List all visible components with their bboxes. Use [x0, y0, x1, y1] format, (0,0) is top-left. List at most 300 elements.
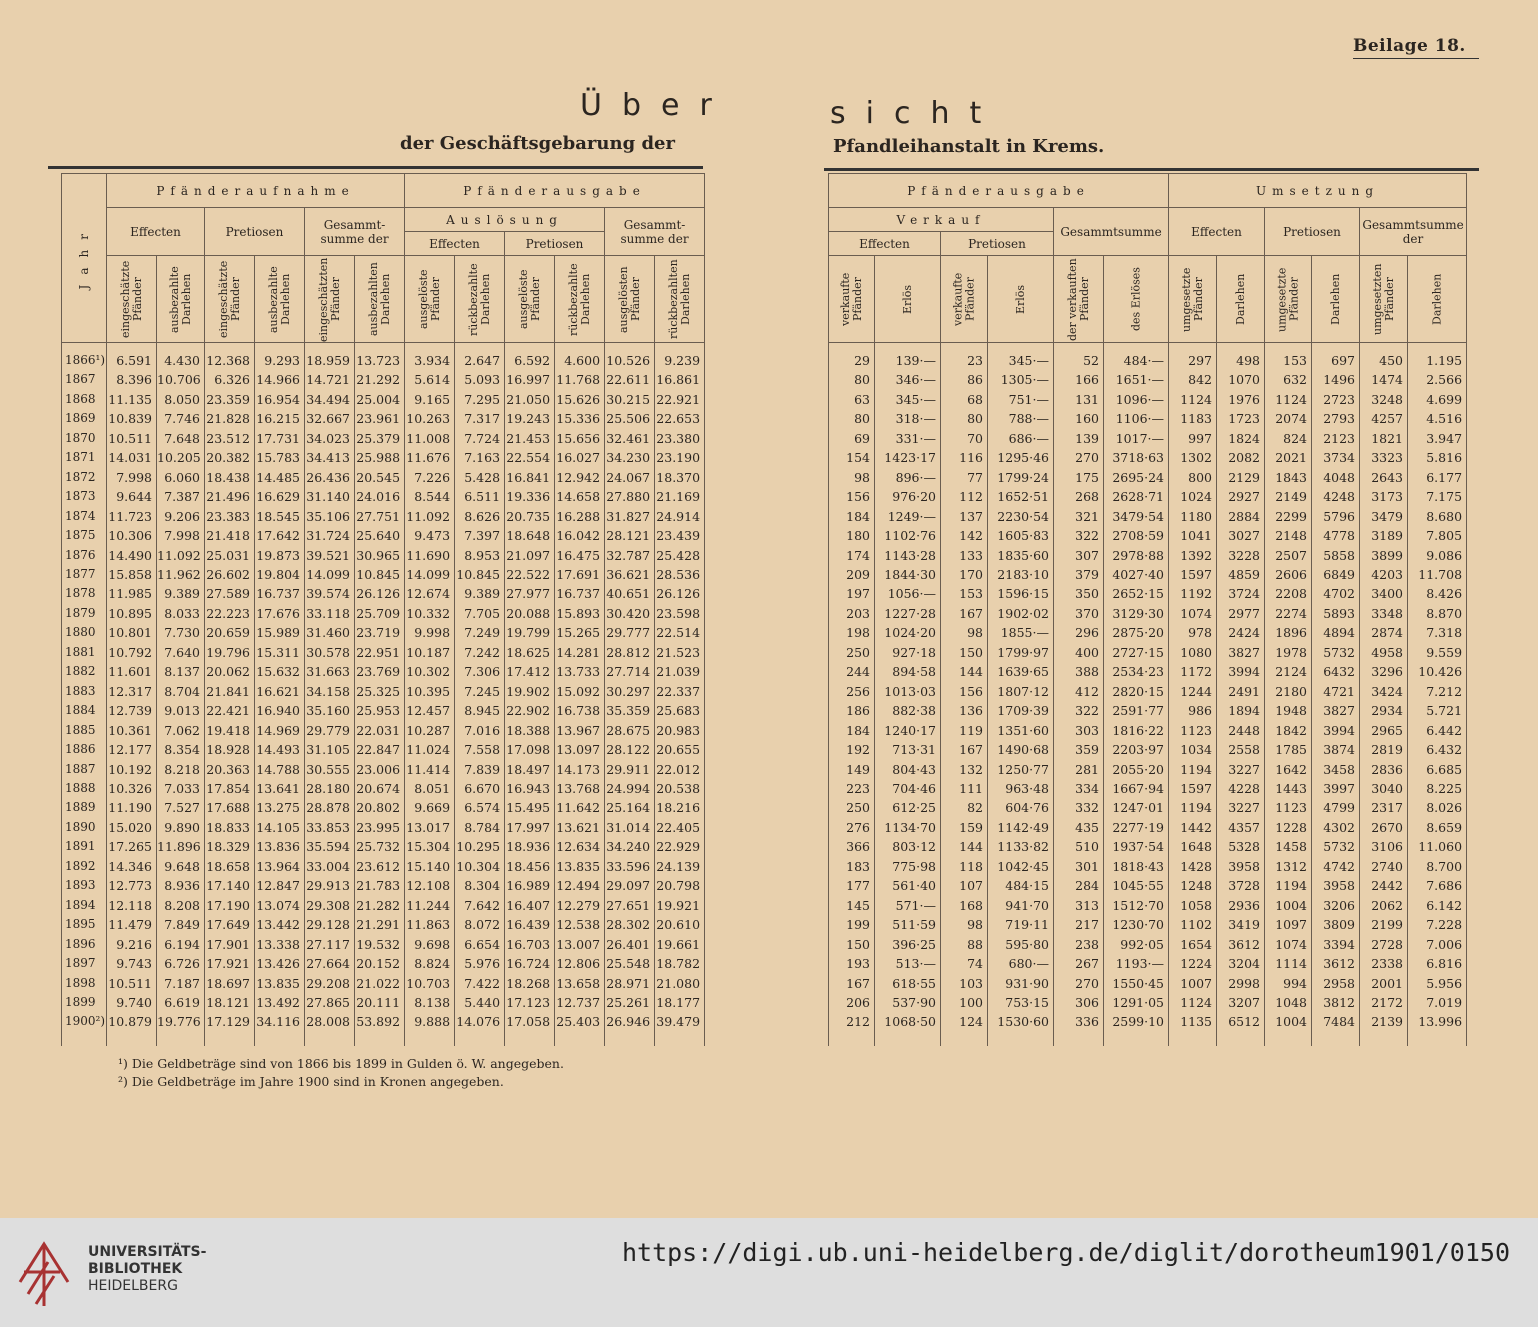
table-cell: 28.121 [605, 526, 655, 545]
table-cell: 11.863 [405, 915, 455, 934]
table-cell: 9.698 [405, 935, 455, 954]
table-cell: 3728 [1217, 876, 1265, 895]
year-cell: 1874 [62, 507, 107, 526]
table-cell: 3612 [1217, 935, 1265, 954]
gesammt-header: Gesammt-summe der [305, 208, 405, 256]
table-cell: 25.548 [605, 954, 655, 973]
table-cell: 6.619 [157, 993, 205, 1012]
table-cell: 484·15 [988, 876, 1054, 895]
table-cell: 3718·63 [1104, 448, 1169, 467]
table-cell: 2299 [1265, 507, 1312, 526]
table-cell: 2062 [1360, 896, 1408, 915]
table-cell: 2965 [1360, 721, 1408, 740]
table-cell: 16.940 [255, 701, 305, 720]
table-cell: 18.697 [205, 974, 255, 993]
table-row [62, 837, 705, 856]
table-cell: 1550·45 [1104, 974, 1169, 993]
table-cell: 18.782 [655, 954, 705, 973]
table-cell: 3106 [1360, 837, 1408, 856]
table-cell: 8.544 [405, 487, 455, 506]
table-cell: 18.121 [205, 993, 255, 1012]
table-row [829, 584, 1467, 603]
table-cell: 30.420 [605, 604, 655, 623]
table-cell: 1948 [1265, 701, 1312, 720]
table-cell: 31.460 [305, 623, 355, 642]
table-cell: 26.946 [605, 1012, 655, 1045]
table-cell: 4.699 [1408, 390, 1467, 409]
table-cell: 16.475 [555, 546, 605, 565]
table-cell: 1106·— [1104, 409, 1169, 428]
table-row [62, 546, 705, 565]
table-cell: 20.674 [355, 779, 405, 798]
table-cell: 34.116 [255, 1012, 305, 1045]
table-cell: 8.050 [157, 390, 205, 409]
table-cell: 9.389 [455, 584, 505, 603]
table-cell: 7.062 [157, 721, 205, 740]
table-cell: 2927 [1217, 487, 1265, 506]
table-cell: 13.338 [255, 935, 305, 954]
table-cell: 26.602 [205, 565, 255, 584]
table-cell: 5893 [1312, 604, 1360, 623]
table-cell: 11.601 [107, 662, 157, 681]
table-cell: 1843 [1265, 468, 1312, 487]
table-cell: 29.911 [605, 760, 655, 779]
table-cell: 2836 [1360, 760, 1408, 779]
right-table [828, 173, 1467, 1046]
table-cell: 1351·60 [988, 721, 1054, 740]
gesammt-header-b: Gesammt-summe der [605, 208, 705, 256]
table-row [62, 487, 705, 506]
table-cell: 22.921 [655, 390, 705, 409]
effecten-header: Effecten [107, 208, 205, 256]
table-cell: 21.828 [205, 409, 255, 428]
table-cell: 8.137 [157, 662, 205, 681]
table-cell: 25.261 [605, 993, 655, 1012]
table-cell: 13.964 [255, 857, 305, 876]
table-cell: 10.706 [157, 370, 205, 389]
table-cell: 931·90 [988, 974, 1054, 993]
table-cell: 2628·71 [1104, 487, 1169, 506]
table-cell: 103 [941, 974, 988, 993]
table-cell: 30.578 [305, 643, 355, 662]
table-cell: 12.279 [555, 896, 605, 915]
table-cell: 144 [941, 662, 988, 681]
table-cell: 21.169 [655, 487, 705, 506]
table-cell: 20.798 [655, 876, 705, 895]
table-cell: 882·38 [875, 701, 941, 720]
table-cell: 1045·55 [1104, 876, 1169, 895]
table-cell: 15.336 [555, 409, 605, 428]
table-cell: 7.163 [455, 448, 505, 467]
table-cell: 2203·97 [1104, 740, 1169, 759]
table-cell: 6.177 [1408, 468, 1467, 487]
table-cell: 1097 [1265, 915, 1312, 934]
table-row [829, 935, 1467, 954]
table-row [62, 448, 705, 467]
table-cell: 3994 [1217, 662, 1265, 681]
table-cell: 7.245 [455, 682, 505, 701]
table-cell: 2129 [1217, 468, 1265, 487]
table-cell: 4302 [1312, 818, 1360, 837]
table-cell: 19.902 [505, 682, 555, 701]
table-cell: 18.648 [505, 526, 555, 545]
subtitle-left: der Geschäftsgebarung der [400, 133, 675, 154]
table-cell: 2074 [1265, 409, 1312, 428]
table-cell: 2695·24 [1104, 468, 1169, 487]
table-cell: 10.511 [107, 974, 157, 993]
table-cell: 3479 [1360, 507, 1408, 526]
table-cell: 2977 [1217, 604, 1265, 623]
table-cell: 5.428 [455, 468, 505, 487]
table-cell: 20.382 [205, 448, 255, 467]
table-cell: 7.019 [1408, 993, 1467, 1012]
table-cell: 223 [829, 779, 875, 798]
table-cell: 19.776 [157, 1012, 205, 1045]
table-cell: 11.414 [405, 760, 455, 779]
table-cell: 1034 [1169, 740, 1217, 759]
table-cell: 3458 [1312, 760, 1360, 779]
table-cell: 4894 [1312, 623, 1360, 642]
table-cell: 1074 [1265, 935, 1312, 954]
table-cell: 18.497 [505, 760, 555, 779]
table-cell: 1824 [1217, 429, 1265, 448]
table-cell: 22.522 [505, 565, 555, 584]
table-cell: 400 [1054, 643, 1104, 662]
table-cell: 25.004 [355, 390, 405, 409]
table-cell: 10.511 [107, 429, 157, 448]
table-cell: 167 [941, 604, 988, 623]
year-cell: 1887 [62, 760, 107, 779]
title-right: sicht [830, 96, 1002, 131]
table-cell: 25.506 [605, 409, 655, 428]
table-cell: 2180 [1265, 682, 1312, 701]
table-cell: 1058 [1169, 896, 1217, 915]
table-cell: 753·15 [988, 993, 1054, 1012]
table-cell: 1247·01 [1104, 798, 1169, 817]
table-cell: 12.847 [255, 876, 305, 895]
table-cell: 8.304 [455, 876, 505, 895]
table-cell: 20.983 [655, 721, 705, 740]
table-cell: 28.536 [655, 565, 705, 584]
table-cell: 1816·22 [1104, 721, 1169, 740]
table-cell: 10.332 [405, 604, 455, 623]
table-cell: 10.845 [355, 565, 405, 584]
table-cell: 19.661 [655, 935, 705, 954]
table-cell: 8.354 [157, 740, 205, 759]
table-cell: 20.610 [655, 915, 705, 934]
table-cell: 34.494 [305, 390, 355, 409]
table-cell: 21.291 [355, 915, 405, 934]
table-cell: 2.647 [455, 343, 505, 371]
table-cell: 10.703 [405, 974, 455, 993]
table-cell: 4248 [1312, 487, 1360, 506]
table-row [829, 487, 1467, 506]
table-row [829, 837, 1467, 856]
table-cell: 32.667 [305, 409, 355, 428]
table-cell: 13.275 [255, 798, 305, 817]
table-cell: 994 [1265, 974, 1312, 993]
table-cell: 13.442 [255, 915, 305, 934]
table-cell: 153 [1265, 343, 1312, 371]
table-cell: 18.959 [305, 343, 355, 371]
table-cell: 197 [829, 584, 875, 603]
table-cell: 28.122 [605, 740, 655, 759]
table-cell: 32.787 [605, 546, 655, 565]
table-cell: 1496 [1312, 370, 1360, 389]
table-cell: 112 [941, 487, 988, 506]
col-header: Erlös [875, 256, 941, 343]
table-cell: 10.304 [455, 857, 505, 876]
table-cell: 3827 [1312, 701, 1360, 720]
table-cell: 35.594 [305, 837, 355, 856]
table-cell: 1180 [1169, 507, 1217, 526]
table-cell: 18.438 [205, 468, 255, 487]
table-cell: 9.293 [255, 343, 305, 371]
table-cell: 3724 [1217, 584, 1265, 603]
table-cell: 21.292 [355, 370, 405, 389]
table-cell: 5.721 [1408, 701, 1467, 720]
table-cell: 15.893 [555, 604, 605, 623]
table-cell: 604·76 [988, 798, 1054, 817]
table-cell: 27.977 [505, 584, 555, 603]
table-cell: 788·— [988, 409, 1054, 428]
table-cell: 25.953 [355, 701, 405, 720]
table-cell: 1295·46 [988, 448, 1054, 467]
table-cell: 2183·10 [988, 565, 1054, 584]
table-cell: 1007 [1169, 974, 1217, 993]
table-cell: 16.288 [555, 507, 605, 526]
table-cell: 193 [829, 954, 875, 973]
table-cell: 21.097 [505, 546, 555, 565]
year-cell: 1873 [62, 487, 107, 506]
year-cell: 1898 [62, 974, 107, 993]
table-cell: 3479·54 [1104, 507, 1169, 526]
table-cell: 1133·82 [988, 837, 1054, 856]
table-cell: 20.655 [655, 740, 705, 759]
table-cell: 379 [1054, 565, 1104, 584]
table-cell: 27.664 [305, 954, 355, 973]
table-cell: 184 [829, 507, 875, 526]
table-cell: 16.861 [655, 370, 705, 389]
logo-line: HEIDELBERG [88, 1278, 178, 1294]
table-cell: 22.902 [505, 701, 555, 720]
table-cell: 3189 [1360, 526, 1408, 545]
table-cell: 22.611 [605, 370, 655, 389]
table-cell: 5.614 [405, 370, 455, 389]
table-cell: 927·18 [875, 643, 941, 662]
aufnahme-header: Pfänderaufnahme [107, 174, 405, 208]
table-cell: 116 [941, 448, 988, 467]
table-row [62, 343, 705, 371]
table-row [829, 409, 1467, 428]
table-cell: 281 [1054, 760, 1104, 779]
table-cell: 28.878 [305, 798, 355, 817]
table-cell: 3207 [1217, 993, 1265, 1012]
left-table [61, 173, 705, 1046]
table-cell: 6.816 [1408, 954, 1467, 973]
table-cell: 2534·23 [1104, 662, 1169, 681]
table-cell: 9.165 [405, 390, 455, 409]
col-header: eingeschätzte Pfänder [107, 256, 157, 343]
col-header: Darlehen [1312, 256, 1360, 343]
table-cell: 136 [941, 701, 988, 720]
table-cell: 1227·28 [875, 604, 941, 623]
table-cell: 28.180 [305, 779, 355, 798]
table-cell: 34.240 [605, 837, 655, 856]
table-cell: 5.816 [1408, 448, 1467, 467]
table-cell: 511·59 [875, 915, 941, 934]
table-cell: 17.649 [205, 915, 255, 934]
table-cell: 2936 [1217, 896, 1265, 915]
table-cell: 484·— [1104, 343, 1169, 371]
table-cell: 4.600 [555, 343, 605, 371]
table-row [829, 546, 1467, 565]
pretiosen-header: Pretiosen [205, 208, 305, 256]
table-row [829, 760, 1467, 779]
table-cell: 3958 [1217, 857, 1265, 876]
table-row [829, 682, 1467, 701]
table-cell: 997 [1169, 429, 1217, 448]
table-cell: 14.490 [107, 546, 157, 565]
table-cell: 18.177 [655, 993, 705, 1012]
table-cell: 13.996 [1408, 1012, 1467, 1045]
table-cell: 1056·— [875, 584, 941, 603]
col-header: umgesetzten Pfänder [1360, 256, 1408, 343]
table-cell: 80 [941, 409, 988, 428]
table-cell: 10.287 [405, 721, 455, 740]
table-cell: 3027 [1217, 526, 1265, 545]
table-cell: 4742 [1312, 857, 1360, 876]
col-header: umgesetzte Pfänder [1169, 256, 1217, 343]
table-cell: 170 [941, 565, 988, 584]
table-cell: 22.031 [355, 721, 405, 740]
table-cell: 198 [829, 623, 875, 642]
table-cell: 25.403 [555, 1012, 605, 1045]
table-cell: 17.058 [505, 1012, 555, 1045]
table-cell: 976·20 [875, 487, 941, 506]
table-cell: 25.640 [355, 526, 405, 545]
table-cell: 346·— [875, 370, 941, 389]
table-cell: 119 [941, 721, 988, 740]
table-cell: 6.511 [455, 487, 505, 506]
table-cell: 775·98 [875, 857, 941, 876]
table-cell: 10.263 [405, 409, 455, 428]
table-cell: 1135 [1169, 1012, 1217, 1045]
table-cell: 632 [1265, 370, 1312, 389]
table-cell: 18.625 [505, 643, 555, 662]
table-cell: 30.297 [605, 682, 655, 701]
table-cell: 396·25 [875, 935, 941, 954]
table-row [829, 740, 1467, 759]
table-cell: 1642 [1265, 760, 1312, 779]
table-row [62, 857, 705, 876]
table-cell: 1230·70 [1104, 915, 1169, 934]
table-cell: 13.836 [255, 837, 305, 856]
table-cell: 13.017 [405, 818, 455, 837]
table-cell: 16.737 [255, 584, 305, 603]
table-cell: 6.591 [107, 343, 157, 371]
table-cell: 88 [941, 935, 988, 954]
footnote-2: ²) Die Geldbeträge im Jahre 1900 sind in Kronen angegeben. [118, 1074, 504, 1089]
year-cell: 1896 [62, 935, 107, 954]
library-logo-icon[interactable] [14, 1232, 78, 1312]
table-cell: 986 [1169, 701, 1217, 720]
top-rule-right [824, 168, 1479, 171]
table-cell: 435 [1054, 818, 1104, 837]
table-cell: 17.265 [107, 837, 157, 856]
table-cell: 98 [941, 623, 988, 642]
year-cell: 1884 [62, 701, 107, 720]
table-row [62, 1012, 705, 1045]
table-cell: 22.653 [655, 409, 705, 428]
table-cell: 2055·20 [1104, 760, 1169, 779]
table-cell: 8.218 [157, 760, 205, 779]
year-cell: 1893 [62, 876, 107, 895]
table-cell: 2149 [1265, 487, 1312, 506]
table-cell: 34.413 [305, 448, 355, 467]
table-cell: 12.457 [405, 701, 455, 720]
library-logo-text[interactable] [88, 1244, 206, 1295]
table-cell: 217 [1054, 915, 1104, 934]
table-cell: 175 [1054, 468, 1104, 487]
table-cell: 1605·83 [988, 526, 1054, 545]
table-cell: 21.841 [205, 682, 255, 701]
table-cell: 680·— [988, 954, 1054, 973]
table-cell: 23.995 [355, 818, 405, 837]
table-cell: 12.634 [555, 837, 605, 856]
table-cell: 159 [941, 818, 988, 837]
table-cell: 11.479 [107, 915, 157, 934]
table-cell: 17.688 [205, 798, 255, 817]
table-cell: 12.108 [405, 876, 455, 895]
table-cell: 9.216 [107, 935, 157, 954]
table-cell: 18.928 [205, 740, 255, 759]
table-cell: 9.740 [107, 993, 157, 1012]
table-cell: 132 [941, 760, 988, 779]
table-cell: 4702 [1312, 584, 1360, 603]
table-cell: 618·55 [875, 974, 941, 993]
table-cell: 16.703 [505, 935, 555, 954]
table-cell: 1183 [1169, 409, 1217, 428]
table-cell: 7.317 [455, 409, 505, 428]
table-cell: 1.195 [1408, 343, 1467, 371]
table-cell: 86 [941, 370, 988, 389]
table-cell: 24.914 [655, 507, 705, 526]
col-header: ausbezahlten Darlehen [355, 256, 405, 343]
table-cell: 177 [829, 876, 875, 895]
table-cell: 16.215 [255, 409, 305, 428]
table-cell: 751·— [988, 390, 1054, 409]
table-cell: 15.311 [255, 643, 305, 662]
table-cell: 111 [941, 779, 988, 798]
table-cell: 804·43 [875, 760, 941, 779]
table-cell: 1428 [1169, 857, 1217, 876]
table-cell: 18.388 [505, 721, 555, 740]
table-cell: 2652·15 [1104, 584, 1169, 603]
table-cell: 8.870 [1408, 604, 1467, 623]
table-cell: 19.418 [205, 721, 255, 740]
table-cell: 31.014 [605, 818, 655, 837]
table-cell: 7.730 [157, 623, 205, 642]
source-url-link[interactable]: https://digi.ub.uni-heidelberg.de/diglit/dorotheum1901/0150 [621, 1238, 1510, 1267]
table-cell: 3400 [1360, 584, 1408, 603]
table-cell: 35.106 [305, 507, 355, 526]
table-row [829, 896, 1467, 915]
table-cell: 7.318 [1408, 623, 1467, 642]
table-cell: 29 [829, 343, 875, 371]
table-cell: 13.768 [555, 779, 605, 798]
table-cell: 10.205 [157, 448, 205, 467]
